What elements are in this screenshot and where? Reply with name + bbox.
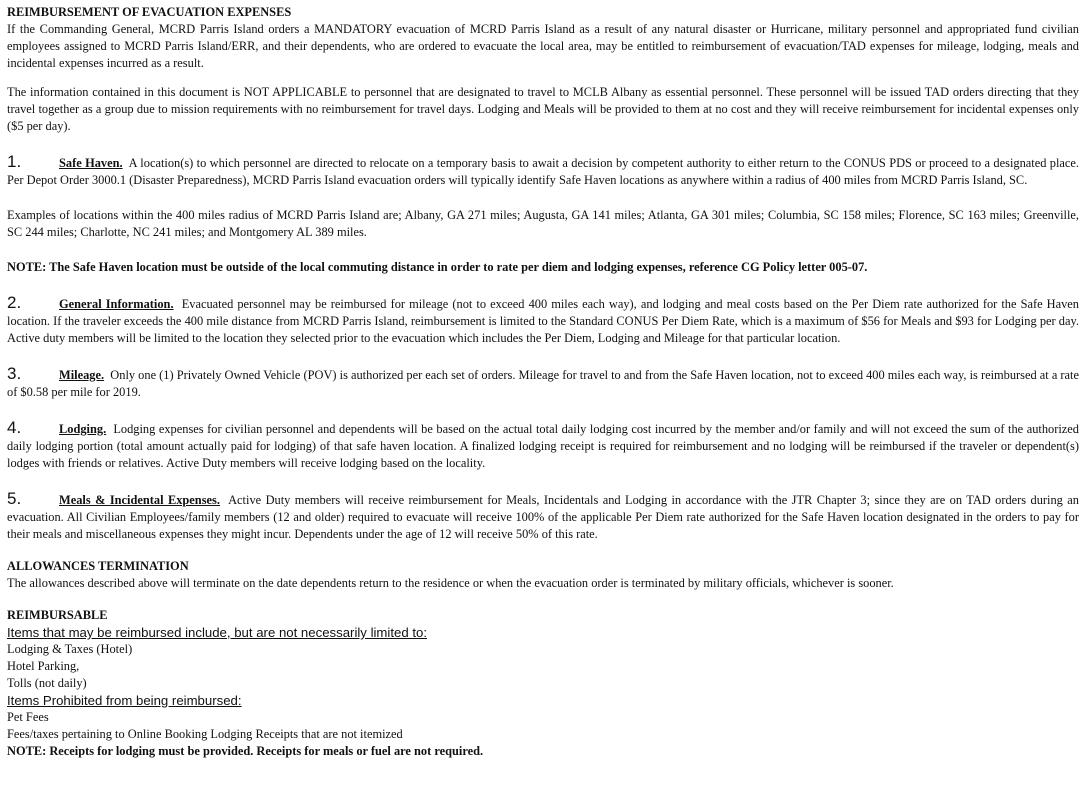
section-title: Meals & Incidental Expenses.	[59, 493, 220, 507]
section-text: Active Duty members will receive reimbursement for Meals, Incidentals and Lodging in accordance with the JTR Chapter 3; since they are on TAD orders during an evacuation. All Civilian Employees/family members (12 and older) required to evacuate will receive 100% of the applicable Per Diem rate authorized for the Safe Haven location designated in the orders to pay for their meals and miscellaneous expenses they might incur. Dependents under the age of 12 will receive 50% of this rate.	[7, 493, 1079, 541]
section-text: Evacuated personnel may be reimbursed for mileage (not to exceed 400 miles each way), and lodging and meal costs based on the Per Diem rate authorized for the Safe Haven location. If the traveler exceeds the 400 mile distance from MCRD Parris Island, reimbursement is limited to the Standard CONUS Per Diem Rate, which is a maximum of $56 for Meals and $93 for Lodging per day. Active duty members will be limited to the location they selected prior to the evacuation which includes the Per Diem, Lodging and Mileage for that particular location.	[7, 297, 1079, 345]
section-meals-incidentals	[7, 490, 1079, 543]
list-item: Hotel Parking,	[7, 659, 80, 673]
section-lodging	[7, 419, 1079, 472]
list-item: Tolls (not daily)	[7, 676, 87, 690]
section-title: General Information.	[59, 297, 174, 311]
receipts-note: NOTE: Receipts for lodging must be provided. Receipts for meals or fuel are not required.	[7, 744, 484, 758]
section-number: 3.	[7, 364, 22, 383]
termination-text: The allowances described above will terminate on the date dependents return to the residence or when the evacuation order is terminated by military officials, whichever is sooner.	[7, 576, 894, 590]
info-paragraph: The information contained in this document is NOT APPLICABLE to personnel that are designated to travel to MCLB Albany as essential personnel. These personnel will be issued TAD orders directing that they travel together as a group due to mission requirements with no reimbursement for travel days. Lodging and Meals will be provided to them at no cost and they will receive reimbursement for incidental expenses only ($5 per day).	[7, 85, 1079, 133]
section-mileage	[7, 365, 1079, 401]
section-number: 1.	[7, 152, 22, 171]
section-text: Only one (1) Privately Owned Vehicle (POV) is authorized per each set of orders. Mileage for travel to and from the Safe Haven location, not to exceed 400 miles each way, is reimbursed at a rate of $0.58 per mile for 2019.	[7, 368, 1080, 399]
document-title: REIMBURSEMENT OF EVACUATION EXPENSES	[7, 5, 292, 19]
included-items-list	[7, 641, 1079, 692]
section-safe-haven	[7, 153, 1079, 189]
examples-paragraph: Examples of locations within the 400 miles radius of MCRD Parris Island are; Albany, GA 271 miles; Augusta, GA 141 miles; Atlanta, GA 301 miles; Columbia, SC 158 miles; Florence, SC 163 miles; Greenville, SC 244 miles; Charlotte, NC 241 miles; and Montgomery AL 389 miles.	[7, 208, 1079, 239]
safe-haven-note: NOTE: The Safe Haven location must be outside of the local commuting distance in order to rate per diem and lodging expenses, reference CG Policy letter 005-07.	[7, 260, 868, 274]
section-number: 2.	[7, 293, 22, 312]
list-item: Fees/taxes pertaining to Online Booking Lodging Receipts that are not itemized	[7, 727, 403, 741]
intro-paragraph: If the Commanding General, MCRD Parris Island orders a MANDATORY evacuation of MCRD Parris Island as a result of any natural disaster or Hurricane, military personnel and appropriated fund civilian employees assigned to MCRD Parris Island/ERR, and their dependents, who are ordered to evacuate the local area, may be entitled to reimbursement of evacuation/TAD expenses for mileage, lodging, meals and incidental expenses incurred as a result.	[7, 22, 1079, 70]
section-title: Safe Haven.	[59, 156, 123, 170]
list-item: Pet Fees	[7, 710, 49, 724]
list-item: Lodging & Taxes (Hotel)	[7, 642, 133, 656]
section-number: 4.	[7, 418, 22, 437]
section-text: Lodging expenses for civilian personnel and dependents will be based on the actual total daily lodging cost incurred by the member and/or family and will not exceed the sum of the authorized daily lodging portion (total amount actually paid for lodging) of that safe haven location. A finalized lodging receipt is required for reimbursement and no lodging will be reimbursed if the traveler or dependent(s) lodges with friends or relatives. Active Duty members will receive lodging based on the locality.	[7, 422, 1079, 470]
section-title: Mileage.	[59, 368, 105, 382]
prohibited-items-heading: Items Prohibited from being reimbursed:	[7, 693, 242, 708]
section-text: A location(s) to which personnel are directed to relocate on a temporary basis to await a decision by competent authority to either return to the CONUS PDS or proceed to a designated place. Per Depot Order 3000.1 (Disaster Preparedness), MCRD Parris Island evacuation orders will typically identify Safe Haven locations as anywhere within a radius of 400 miles from MCRD Parris Island, SC.	[7, 156, 1080, 187]
included-items-heading: Items that may be reimbursed include, but are not necessarily limited to:	[7, 625, 427, 640]
section-number: 5.	[7, 489, 22, 508]
termination-heading: ALLOWANCES TERMINATION	[7, 559, 189, 573]
section-title: Lodging.	[59, 422, 107, 436]
reimbursable-heading: REIMBURSABLE	[7, 608, 108, 622]
prohibited-items-list	[7, 709, 1079, 743]
section-general-information	[7, 294, 1079, 347]
